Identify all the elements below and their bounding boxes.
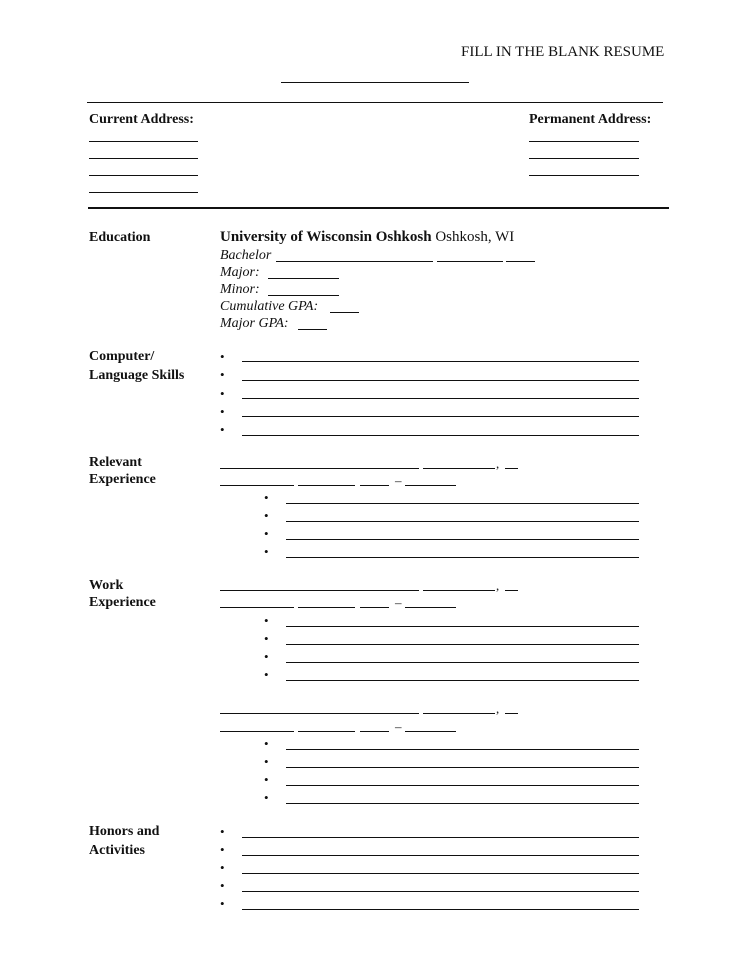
relevant-duty-line[interactable] (286, 503, 639, 504)
comma-separator: , (496, 701, 500, 716)
skills-line[interactable] (242, 435, 639, 436)
position-blank[interactable] (220, 607, 294, 608)
honors-line[interactable] (242, 891, 639, 892)
header-rule (87, 102, 663, 103)
major-blank[interactable] (268, 278, 339, 279)
degree-label: Bachelor (220, 248, 272, 263)
honors-line[interactable] (242, 837, 639, 838)
comma-separator: , (496, 456, 500, 471)
current-address-line-2[interactable] (89, 158, 198, 159)
start-year-blank[interactable] (360, 731, 389, 732)
bullet-icon: • (220, 367, 225, 382)
bullet-icon: • (220, 404, 225, 419)
degree-blank-1[interactable] (276, 261, 433, 262)
relevant-duty-line[interactable] (286, 557, 639, 558)
work-duty-line[interactable] (286, 785, 639, 786)
degree-blank-3[interactable] (506, 261, 535, 262)
skills-label-1: Computer/ (89, 349, 155, 364)
bullet-icon: • (264, 736, 269, 751)
minor-label: Minor: (220, 282, 260, 297)
city-blank[interactable] (423, 713, 495, 714)
employer-blank[interactable] (220, 468, 419, 469)
university-name: University of Wisconsin Oshkosh (220, 229, 432, 245)
work-duty-line[interactable] (286, 644, 639, 645)
honors-label-1: Honors and (89, 824, 160, 839)
work-duty-line[interactable] (286, 767, 639, 768)
cumulative-gpa-blank[interactable] (330, 312, 359, 313)
relevant-duty-line[interactable] (286, 539, 639, 540)
permanent-address-label: Permanent Address: (529, 112, 652, 127)
city-blank[interactable] (423, 590, 495, 591)
skills-line[interactable] (242, 361, 639, 362)
state-blank[interactable] (505, 713, 518, 714)
bullet-icon: • (264, 754, 269, 769)
work-duty-line[interactable] (286, 662, 639, 663)
relevant-label-1: Relevant (89, 455, 142, 470)
bullet-icon: • (220, 349, 225, 364)
skills-line[interactable] (242, 380, 639, 381)
work-duty-line[interactable] (286, 803, 639, 804)
end-date-blank[interactable] (405, 485, 456, 486)
bullet-icon: • (220, 386, 225, 401)
start-year-blank[interactable] (360, 607, 389, 608)
comma-separator: , (496, 578, 500, 593)
page-title: FILL IN THE BLANK RESUME (461, 44, 665, 60)
date-dash: – (395, 595, 402, 610)
work-duty-line[interactable] (286, 626, 639, 627)
bullet-icon: • (220, 860, 225, 875)
state-blank[interactable] (505, 590, 518, 591)
honors-line[interactable] (242, 909, 639, 910)
major-gpa-blank[interactable] (298, 329, 327, 330)
bullet-icon: • (264, 649, 269, 664)
major-label: Major: (220, 265, 260, 280)
education-university-line (220, 229, 514, 246)
skills-line[interactable] (242, 398, 639, 399)
work-label-2: Experience (89, 595, 156, 610)
relevant-duty-line[interactable] (286, 521, 639, 522)
bullet-icon: • (220, 842, 225, 857)
bullet-icon: • (264, 631, 269, 646)
current-address-line-3[interactable] (89, 175, 198, 176)
cumulative-gpa-label: Cumulative GPA: (220, 299, 319, 314)
work-label-1: Work (89, 578, 124, 593)
bullet-icon: • (220, 896, 225, 911)
bullet-icon: • (264, 772, 269, 787)
current-address-label: Current Address: (89, 112, 194, 127)
bullet-icon: • (220, 878, 225, 893)
permanent-address-line-1[interactable] (529, 141, 639, 142)
address-divider (88, 207, 669, 209)
end-date-blank[interactable] (405, 607, 456, 608)
bullet-icon: • (264, 526, 269, 541)
bullet-icon: • (264, 544, 269, 559)
honors-label-2: Activities (89, 843, 145, 858)
end-date-blank[interactable] (405, 731, 456, 732)
bullet-icon: • (220, 824, 225, 839)
skills-line[interactable] (242, 416, 639, 417)
bullet-icon: • (264, 790, 269, 805)
state-blank[interactable] (505, 468, 518, 469)
position-blank[interactable] (220, 485, 294, 486)
start-month-blank[interactable] (298, 485, 355, 486)
education-label: Education (89, 230, 151, 245)
name-blank-line[interactable] (281, 82, 469, 83)
date-dash: – (395, 719, 402, 734)
degree-blank-2[interactable] (437, 261, 503, 262)
bullet-icon: • (220, 422, 225, 437)
current-address-line-1[interactable] (89, 141, 198, 142)
permanent-address-line-2[interactable] (529, 158, 639, 159)
honors-line[interactable] (242, 855, 639, 856)
date-dash: – (395, 473, 402, 488)
bullet-icon: • (264, 490, 269, 505)
employer-blank[interactable] (220, 590, 419, 591)
major-gpa-label: Major GPA: (220, 316, 289, 331)
relevant-label-2: Experience (89, 472, 156, 487)
bullet-icon: • (264, 613, 269, 628)
honors-line[interactable] (242, 873, 639, 874)
work-duty-line[interactable] (286, 749, 639, 750)
start-year-blank[interactable] (360, 485, 389, 486)
start-month-blank[interactable] (298, 731, 355, 732)
work-duty-line[interactable] (286, 680, 639, 681)
city-blank[interactable] (423, 468, 495, 469)
university-location: Oshkosh, WI (435, 229, 515, 245)
employer-blank[interactable] (220, 713, 419, 714)
skills-label-2: Language Skills (89, 368, 185, 383)
position-blank[interactable] (220, 731, 294, 732)
current-address-line-4[interactable] (89, 192, 198, 193)
permanent-address-line-3[interactable] (529, 175, 639, 176)
bullet-icon: • (264, 508, 269, 523)
bullet-icon: • (264, 667, 269, 682)
minor-blank[interactable] (268, 295, 339, 296)
start-month-blank[interactable] (298, 607, 355, 608)
